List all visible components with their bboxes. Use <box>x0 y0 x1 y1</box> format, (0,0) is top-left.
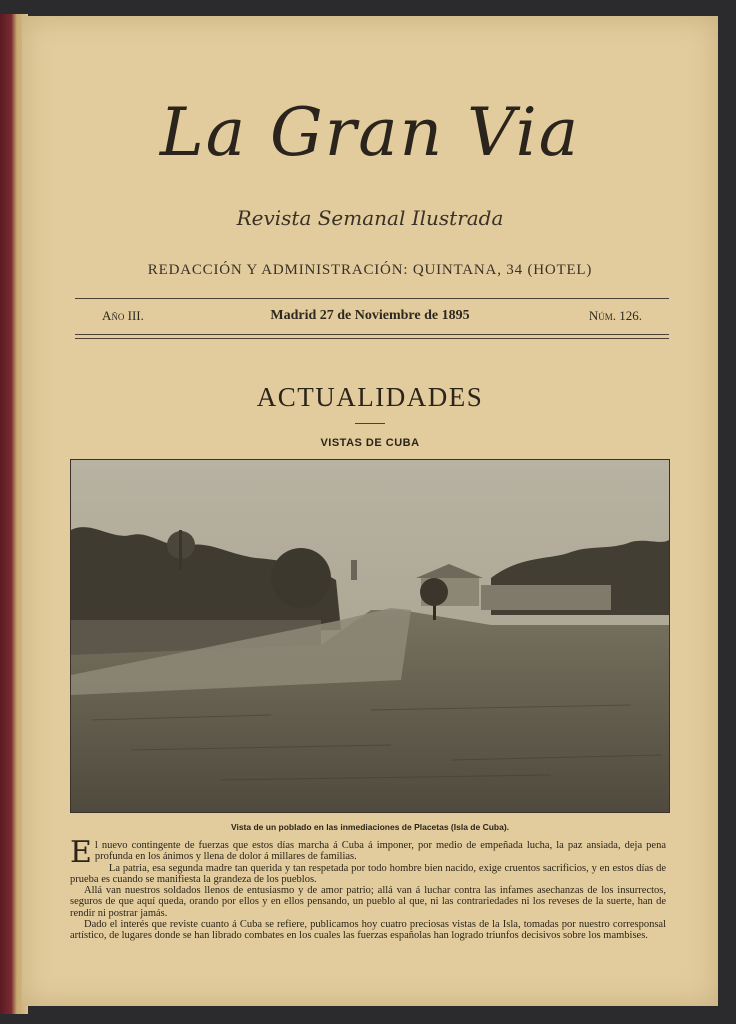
magazine-page <box>22 16 718 1006</box>
section-title: ACTUALIDADES <box>256 382 484 412</box>
header-rule-bottom <box>75 334 669 335</box>
landscape-photo <box>70 459 670 813</box>
masthead-title: La Gran Via <box>159 94 581 171</box>
photo-caption: Vista de un poblado en las inmediaciones de Placetas (Isla de Cuba). <box>230 822 510 832</box>
masthead-subtitle: Revista Semanal Ilustrada <box>236 206 504 230</box>
article-paragraph-4: Dado el interés que reviste cuanto á Cuba se refiere, publicamos hoy cuatro preciosas vistas de la Isla, tomadas por nuestro corresponsal artístico, de lugares donde se han librado combates en los cuales las fuerzas españolas han logrado triunfos decisivos sobre los mambises. <box>70 919 666 942</box>
article-paragraph-3: Allá van nuestros soldados llenos de entusiasmo y de amor patrio; allá van á luchar contra las infames asechanzas de los insurrectos, seguros de que aquí queda, orando por ellos y en ellos pensando, un pueblo al que, ni las contrariedades ni los reveses de la suerte, han de rendir ni postrar jamás. <box>70 885 666 919</box>
header-rule-top <box>75 298 669 299</box>
issue-number: Núm. 126. <box>588 308 642 323</box>
section-kicker: VISTAS DE CUBA <box>320 437 420 449</box>
article-paragraph-1: El nuevo contingente de fuerzas que estos días marcha á Cuba á imponer, por medio de empeñada lucha, la paz ansiada, deja pena profunda en los ánimos y llena de dolor á millares de familias. <box>70 835 666 870</box>
article-paragraph-2: La patria, esa segunda madre tan querida y tan respetada por todo hombre bien nacido, exige cruentos sacrificios, y en estos días de prueba es cuando se manifiesta la grandeza de los pueblos. <box>70 862 666 885</box>
issue-year: Año III. <box>102 308 144 323</box>
header-rule-bottom-double <box>75 338 669 339</box>
section-title-rule <box>355 423 385 424</box>
issue-date: Madrid 27 de Noviembre de 1895 <box>270 308 470 323</box>
article-body <box>70 835 666 942</box>
editorial-address: REDACCIÓN Y ADMINISTRACIÓN: QUINTANA, 34 (HOTEL) <box>147 262 593 278</box>
drop-cap: E <box>70 835 92 870</box>
